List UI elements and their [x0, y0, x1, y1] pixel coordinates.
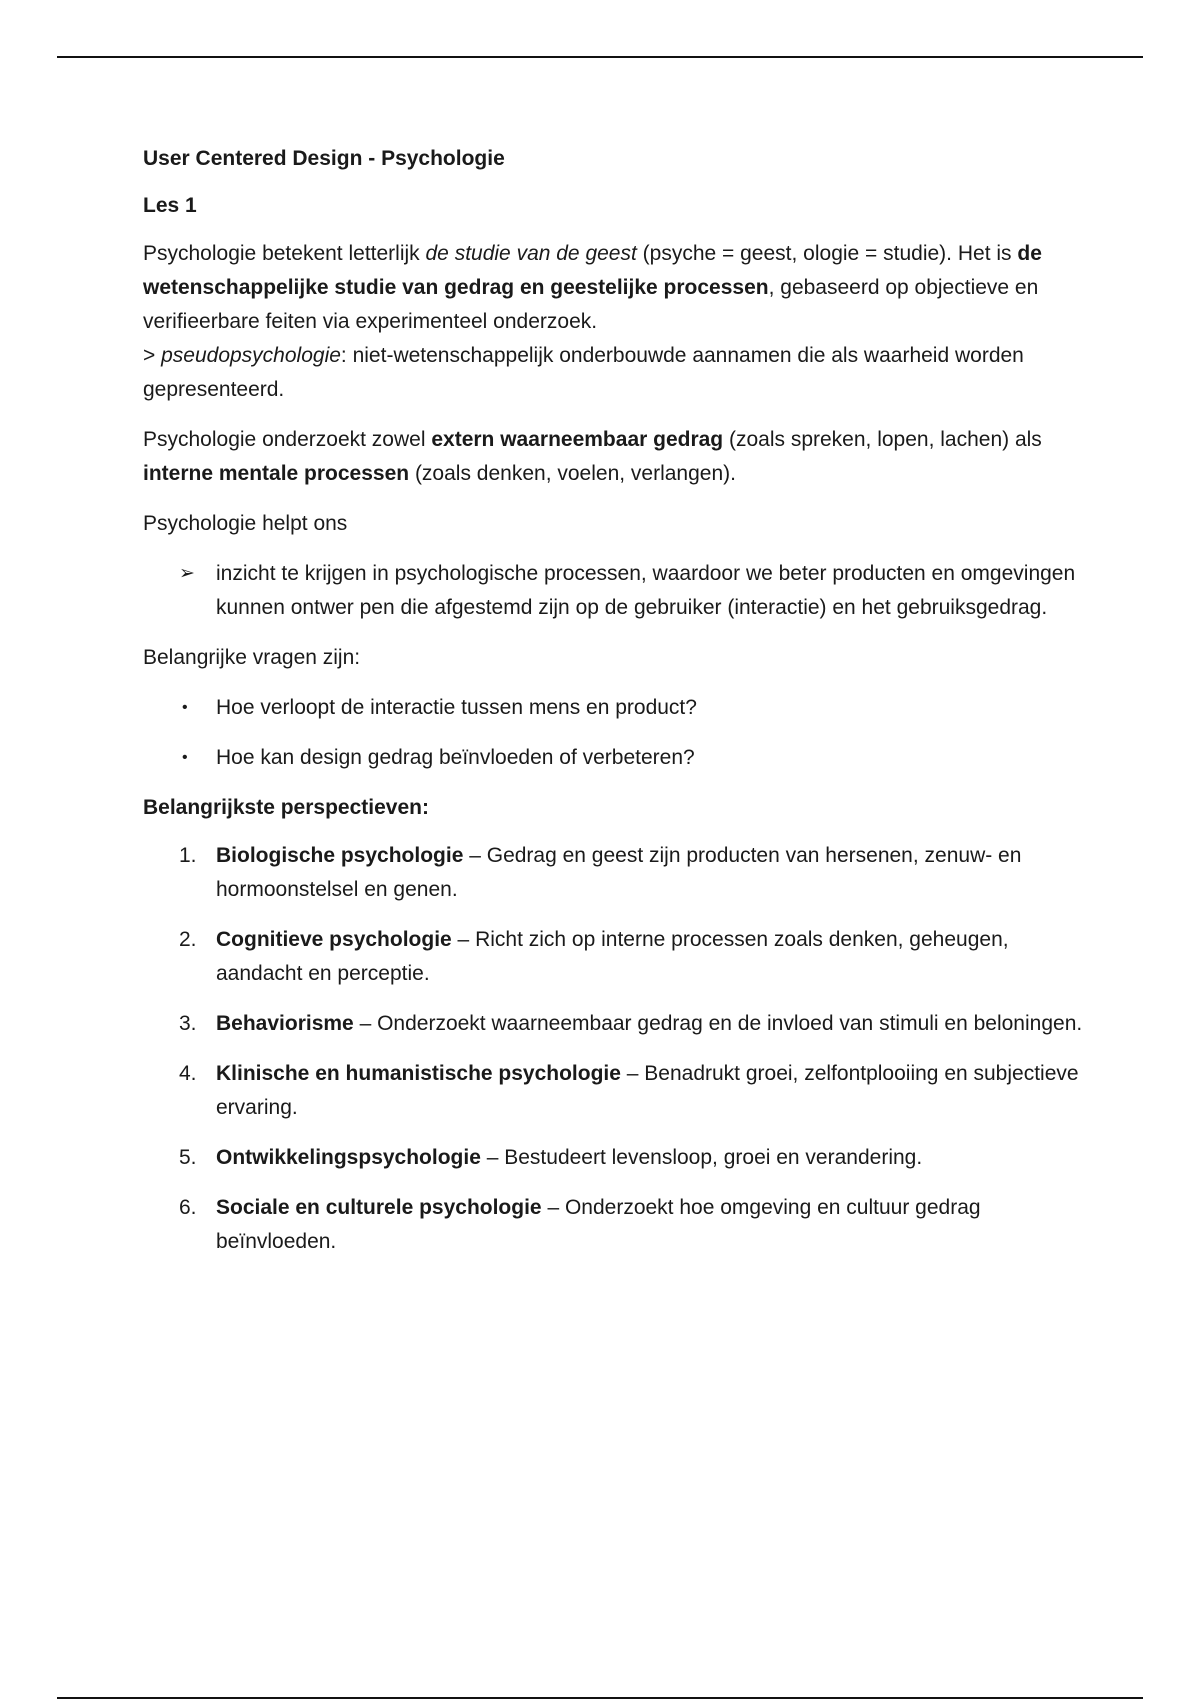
perspective-name: Ontwikkelingspsychologie: [216, 1146, 481, 1169]
intro-definition: de wetenschappelijke studie van gedrag en geestelijke processen: [143, 242, 1042, 299]
study-text-b: (zoals spreken, lopen, lachen) als: [723, 428, 1042, 451]
perspective-name: Klinische en humanistische psychologie: [216, 1062, 621, 1085]
pseudo-definition: : niet-wetenschappelijk onderbouwde aannamen die als waarheid worden gepresenteerd.: [143, 344, 1024, 401]
list-number: 5.: [179, 1146, 197, 1169]
list-number: 3.: [179, 1012, 197, 1035]
perspective-name: Cognitieve psychologie: [216, 928, 452, 951]
study-paragraph: [143, 423, 1093, 491]
list-item: [143, 557, 1093, 625]
arrow-bullet-icon: ➢: [179, 563, 195, 584]
list-number: 6.: [179, 1196, 197, 1219]
study-bold-intern: interne mentale processen: [143, 462, 410, 485]
question-text: Hoe kan design gedrag beïnvloeden of verbeteren?: [216, 746, 695, 769]
intro-text-a: Psychologie betekent letterlijk: [143, 242, 426, 265]
pseudo-prefix: >: [143, 344, 162, 367]
helps-lead: Psychologie helpt ons: [143, 512, 348, 535]
list-item: [143, 1141, 1093, 1175]
list-item: [143, 1007, 1093, 1041]
perspective-description: – Richt zich op interne processen zoals denken, geheugen, aandacht en perceptie.: [216, 928, 1009, 985]
intro-text-b: (psyche = geest, ologie = studie). Het is: [636, 242, 1018, 265]
list-item: [143, 691, 1093, 725]
bullet-icon: •: [182, 749, 188, 766]
helps-item-text: inzicht te krijgen in psychologische processen, waardoor we beter producten en omgevingen kunnen ontwer pen die afgestemd zijn op de gebruiker (interactie) en het gebruiksgedrag.: [216, 562, 1076, 619]
footer-rule: [57, 1697, 1143, 1699]
perspectives-list: [143, 839, 1093, 1259]
bullet-icon: •: [182, 699, 188, 716]
perspective-name: Biologische psychologie: [216, 844, 464, 867]
lesson-heading: Les 1: [143, 194, 197, 217]
question-text: Hoe verloopt de interactie tussen mens en product?: [216, 696, 697, 719]
perspective-description: – Bestudeert levensloop, groei en verandering.: [480, 1146, 923, 1169]
list-item: [143, 741, 1093, 775]
intro-paragraph: [143, 237, 1093, 407]
study-text-c: (zoals denken, voelen, verlangen).: [409, 462, 736, 485]
intro-text-c: , gebaseerd op objectieve en verifieerbare feiten via experimenteel onderzoek.: [143, 276, 1039, 333]
list-number: 1.: [179, 844, 197, 867]
perspective-description: – Onderzoekt waarneembaar gedrag en de invloed van stimuli en beloningen.: [353, 1012, 1083, 1035]
questions-lead: Belangrijke vragen zijn:: [143, 646, 361, 669]
header-rule: [57, 56, 1143, 58]
list-number: 2.: [179, 928, 197, 951]
perspective-description: – Benadrukt groei, zelfontplooiing en subjectieve ervaring.: [216, 1062, 1079, 1119]
list-number: 4.: [179, 1062, 197, 1085]
questions-list: [143, 691, 1093, 775]
perspective-name: Sociale en culturele psychologie: [216, 1196, 542, 1219]
pseudo-term: pseudopsychologie: [161, 344, 341, 367]
list-item: [143, 1057, 1093, 1125]
document-body: [143, 142, 1093, 1275]
study-bold-extern: extern waarneembaar gedrag: [431, 428, 724, 451]
document-title: User Centered Design - Psychologie: [143, 147, 505, 170]
perspective-description: – Onderzoekt hoe omgeving en cultuur gedrag beïnvloeden.: [216, 1196, 981, 1253]
perspective-name: Behaviorisme: [216, 1012, 354, 1035]
perspective-description: – Gedrag en geest zijn producten van hersenen, zenuw- en hormoonstelsel en genen.: [216, 844, 1022, 901]
perspectives-heading: Belangrijkste perspectieven:: [143, 796, 429, 819]
list-item: [143, 839, 1093, 907]
helps-list: [143, 557, 1093, 625]
list-item: [143, 1191, 1093, 1259]
intro-italic: de studie van de geest: [425, 242, 637, 265]
list-item: [143, 923, 1093, 991]
study-text-a: Psychologie onderzoekt zowel: [143, 428, 432, 451]
